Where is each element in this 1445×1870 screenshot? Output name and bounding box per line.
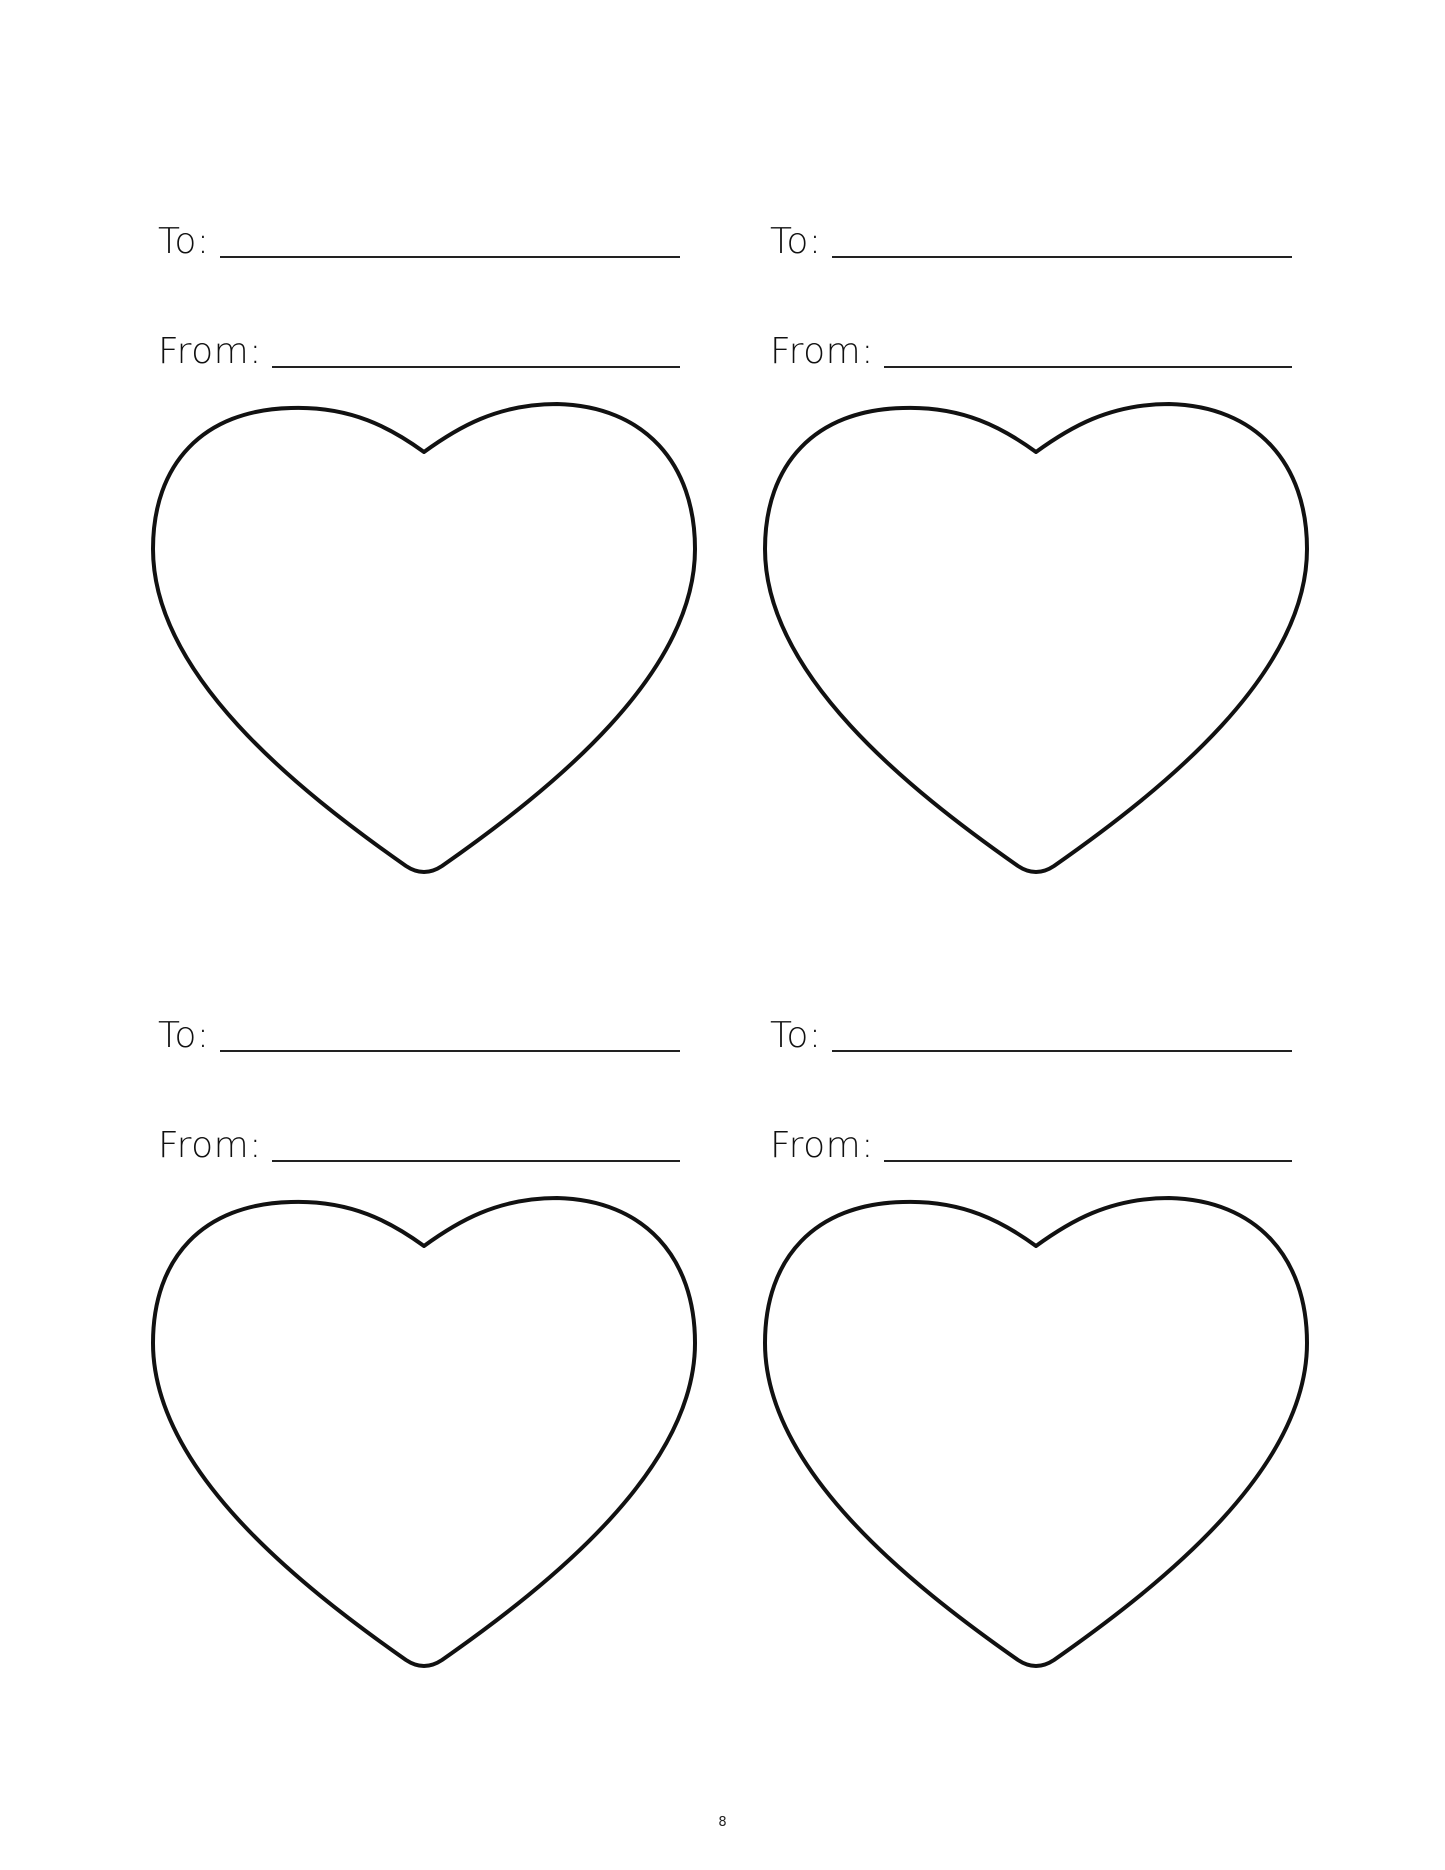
from-label: From:	[158, 1125, 262, 1166]
heart-outline-icon	[151, 404, 697, 878]
from-label: From:	[770, 331, 874, 372]
to-field[interactable]	[770, 214, 1292, 264]
heart-outline-icon	[763, 404, 1309, 878]
page-number: 8	[718, 1815, 727, 1830]
from-field[interactable]	[770, 1118, 1292, 1168]
from-field[interactable]	[158, 1118, 680, 1168]
from-field[interactable]	[770, 324, 1292, 374]
to-label: To:	[158, 221, 210, 262]
valentine-card-2	[770, 214, 1330, 914]
to-line[interactable]	[832, 256, 1292, 258]
valentine-card-4	[770, 1008, 1330, 1708]
to-label: To:	[158, 1015, 210, 1056]
valentine-card-3	[158, 1008, 718, 1708]
from-line[interactable]	[884, 366, 1292, 368]
to-field[interactable]	[770, 1008, 1292, 1058]
from-line[interactable]	[272, 366, 680, 368]
to-label: To:	[770, 221, 822, 262]
to-field[interactable]	[158, 214, 680, 264]
to-line[interactable]	[832, 1050, 1292, 1052]
heart-outline-icon	[151, 1198, 697, 1672]
from-line[interactable]	[884, 1160, 1292, 1162]
to-line[interactable]	[220, 256, 680, 258]
heart-outline-icon	[763, 1198, 1309, 1672]
from-line[interactable]	[272, 1160, 680, 1162]
from-field[interactable]	[158, 324, 680, 374]
from-label: From:	[158, 331, 262, 372]
to-line[interactable]	[220, 1050, 680, 1052]
from-label: From:	[770, 1125, 874, 1166]
valentine-card-1	[158, 214, 718, 914]
to-field[interactable]	[158, 1008, 680, 1058]
to-label: To:	[770, 1015, 822, 1056]
